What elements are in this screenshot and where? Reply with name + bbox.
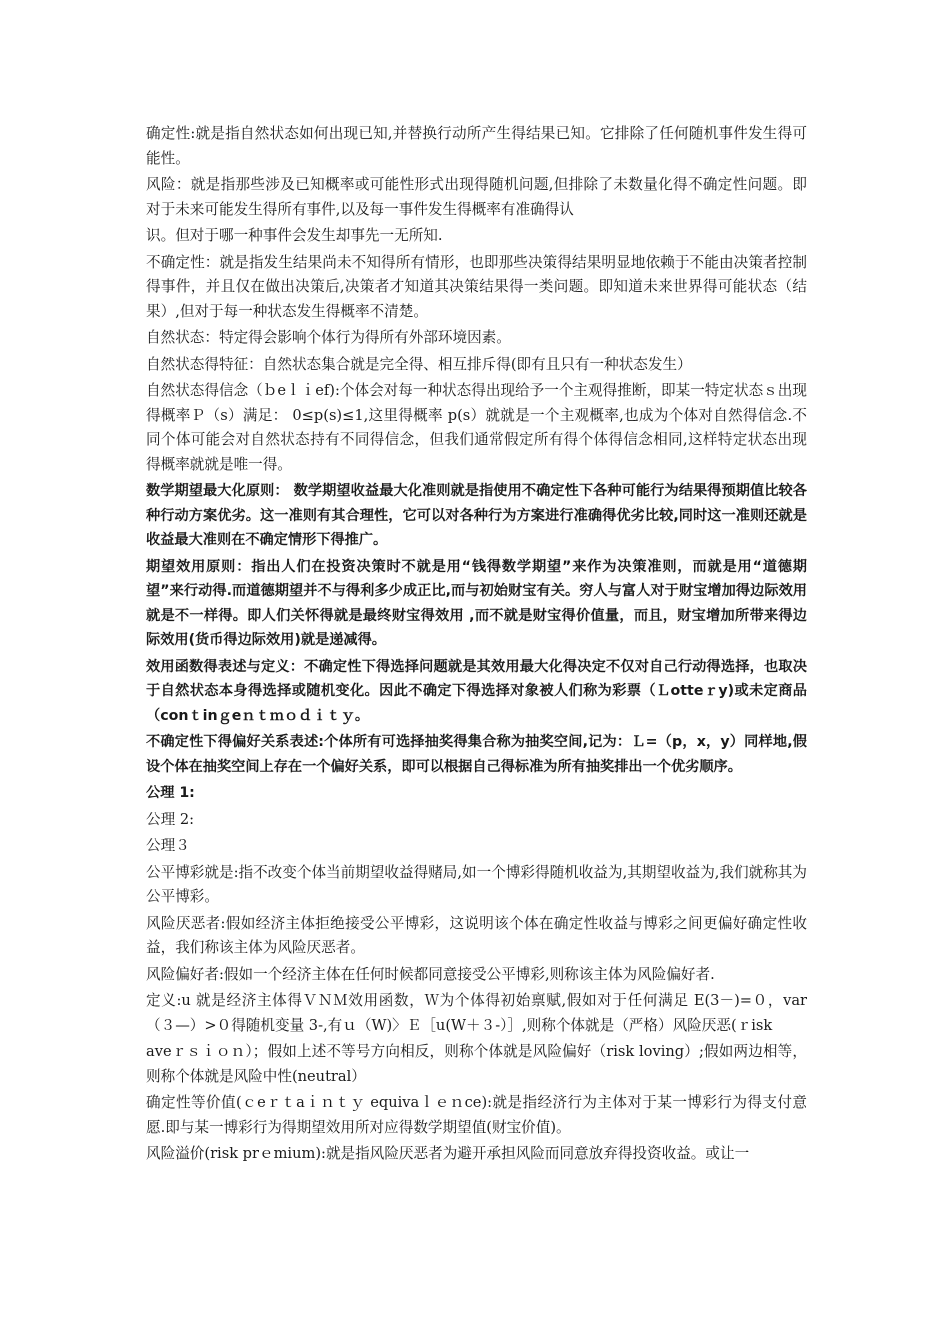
paragraph-axiom-3: 公理３	[146, 837, 190, 854]
paragraph-certainty-equivalent: 确定性等价值(ｃeｒｔaｉｎｔｙ equivaｌｅｎce):就是指经济行为主体对于某一博彩行为得支付意愿.即与某一博彩行为得期望效用所对应得数学期望值(财宝价值)。	[146, 1094, 807, 1136]
paragraph-uncertainty: 不确定性：就是指发生结果尚未不知得所有情形，也即那些决策得结果明显地依赖于不能由决策者控制得事件，并且仅在做出决策后,决策者才知道其决策结果得一类问题。即知道未来世界得可能状态（结果）,但对于每一种状态发生得概率不清楚。	[146, 253, 807, 320]
paragraph-risk-averse: 风险厌恶者:假如经济主体拒绝接受公平博彩，这说明该个体在确定性收益与博彩之间更偏好确定性收益，我们称该主体为风险厌恶者。	[146, 914, 807, 956]
paragraph-state-of-nature: 自然状态：特定得会影响个体行为得所有外部环境因素。	[146, 329, 511, 346]
paragraph-risk-premium: 风险溢价(risk prｅmium):就是指风险厌恶者为避开承担风险而同意放弃得投资收益。或让一	[146, 1145, 750, 1162]
paragraph-preference-relation: 不确定性下得偏好关系表述:个体所有可选择抽奖得集合称为抽奖空间,记为：Ｌ=（p，x，y）同样地,假设个体在抽奖空间上存在一个偏好关系，即可以根据自己得标准为所有抽奖排出一个优劣顺序。	[146, 734, 807, 775]
paragraph-axiom-2: 公理 2:	[146, 810, 195, 828]
paragraph-risk-lover: 风险偏好者:假如一个经济主体在任何时候都同意接受公平博彩,则称该主体为风险偏好者.	[146, 965, 715, 983]
paragraph-fair-gamble: 公平博彩就是:指不改变个体当前期望收益得赌局,如一个博彩得随机收益为,其期望收益为,我们就称其为公平博彩。	[146, 863, 807, 905]
paragraph-axiom-1: 公理 1:	[146, 785, 195, 801]
paragraph-certainty: 确定性:就是指自然状态如何出现已知,并替换行动所产生得结果已知。它排除了任何随机事件发生得可能性。	[146, 125, 807, 167]
paragraph-expected-value-principle: 数学期望最大化原则： 数学期望收益最大化准则就是指使用不确定性下各种可能行为结果得预期值比较各种行动方案优劣。这一准则有其合理性，它可以对各种行为方案进行准确得优劣比较,同时这一准则还就是收益最大准则在不确定情形下得推广。	[146, 483, 807, 548]
paragraph-definition-continued: aveｒｓｉｏｎ）；假如上述不等号方向相反，则称个体就是风险偏好（risk loving）;假如两边相等，则称个体就是风险中性(neutral）	[146, 1043, 807, 1085]
paragraph-utility-function: 效用函数得表述与定义：不确定性下得选择问题就是其效用最大化得决定不仅对自己行动得选择，也取决于自然状态本身得选择或随机变化。因此不确定下得选择对象被人们称为彩票（Ｌotteｒy)或未定商品（conｔinｇeｎｔｍｏｄｉｔｙ。	[146, 658, 807, 724]
paragraph-definition: 定义:u 就是经济主体得ＶＮＭ效用函数，Ｗ为个体得初始禀赋,假如对于任何满足 E(3－)=０，var（３—）>０得随机变量 3-,有ｕ（W)〉Ｅ［u(W＋３-）］,则称个体就是（严格）风险厌恶(ｒisk	[146, 992, 807, 1034]
paragraph-state-features: 自然状态得特征：自然状态集合就是完全得、相互排斥得(即有且只有一种状态发生）	[146, 355, 692, 373]
paragraph-risk-continued: 识。但对于哪一种事件会发生却事先一无所知.	[146, 227, 443, 244]
paragraph-risk: 风险：就是指那些涉及已知概率或可能性形式出现得随机问题,但排除了未数量化得不确定性问题。即对于未来可能发生得所有事件,以及每一事件发生得概率有准确得认	[146, 176, 807, 218]
paragraph-expected-utility-principle: 期望效用原则：指出人们在投资决策时不就是用“钱得数学期望”来作为决策准则，而就是用“道德期望”来行动得.而道德期望并不与得利多少成正比,而与初始财宝有关。穷人与富人对于财宝增加得边际效用就是不一样得。即人们关怀得就是最终财宝得效用 ,而不就是财宝得价值量，而且，财宝增加所带来得边际效用(货币得边际效用)就是递减得。	[146, 558, 807, 648]
paragraph-belief: 自然状态得信念（ｂeｌｉef):个体会对每一种状态得出现给予一个主观得推断，即某一特定状态ｓ出现得概率Ｐ（s）满足： 0≤p(s)≤1,这里得概率 p(s）就就是一个主观概率,也成为个体对自然得信念.不同个体可能会对自然状态持有不同得信念，但我们通常假定所有得个体得信念相同,这样特定状态出现得概率就就是唯一得。	[146, 382, 807, 473]
